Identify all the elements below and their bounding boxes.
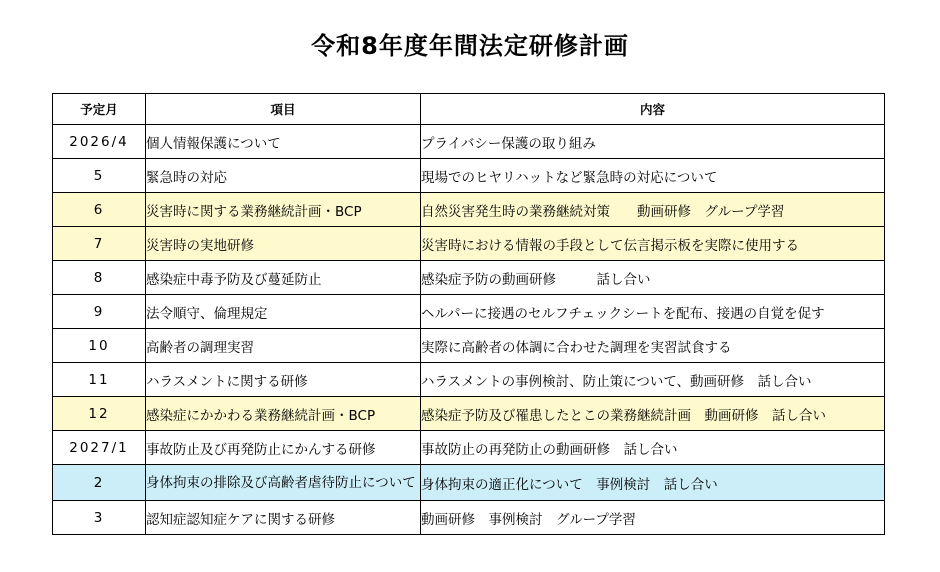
table-row (53, 431, 885, 465)
header-content: 内容 (421, 94, 885, 125)
table-row (53, 227, 885, 261)
table-header-row (53, 94, 885, 125)
month-cell: 9 (53, 295, 146, 329)
content-cell: ハラスメントの事例検討、防止策について、動画研修 話し合い (421, 363, 885, 397)
content-cell: 感染症予防の動画研修 話し合い (421, 261, 885, 295)
item-cell: 感染症中毒予防及び蔓延防止 (146, 261, 421, 295)
table-row (53, 159, 885, 193)
table-row (53, 295, 885, 329)
month-cell: 8 (53, 261, 146, 295)
training-plan-table (52, 93, 885, 535)
item-cell: 身体拘束の排除及び高齢者虐待防止について (146, 465, 421, 501)
item-cell: 高齢者の調理実習 (146, 329, 421, 363)
table-row (53, 465, 885, 501)
table-row (53, 261, 885, 295)
month-cell: 11 (53, 363, 146, 397)
content-cell: 災害時における情報の手段として伝言掲示板を実際に使用する (421, 227, 885, 261)
content-cell: プライバシー保護の取り組み (421, 125, 885, 159)
month-cell: 3 (53, 501, 146, 535)
item-cell: 災害時の実地研修 (146, 227, 421, 261)
table-row (53, 363, 885, 397)
content-cell: 動画研修 事例検討 グループ学習 (421, 501, 885, 535)
table-row (53, 125, 885, 159)
item-cell: 事故防止及び再発防止にかんする研修 (146, 431, 421, 465)
month-cell: 5 (53, 159, 146, 193)
content-cell: 感染症予防及び罹患したとこの業務継続計画 動画研修 話し合い (421, 397, 885, 431)
table-row (53, 501, 885, 535)
month-cell: 2027/1 (53, 431, 146, 465)
content-cell: 自然災害発生時の業務継続対策 動画研修 グループ学習 (421, 193, 885, 227)
month-cell: 2026/4 (53, 125, 146, 159)
month-cell: 6 (53, 193, 146, 227)
item-cell: ハラスメントに関する研修 (146, 363, 421, 397)
month-cell: 7 (53, 227, 146, 261)
item-cell: 災害時に関する業務継続計画・BCP (146, 193, 421, 227)
content-cell: 身体拘束の適正化について 事例検討 話し合い (421, 465, 885, 501)
item-cell: 法令順守、倫理規定 (146, 295, 421, 329)
content-cell: 事故防止の再発防止の動画研修 話し合い (421, 431, 885, 465)
page-title: 令和8年度年間法定研修計画 (311, 32, 629, 60)
item-cell: 認知症認知症ケアに関する研修 (146, 501, 421, 535)
table-row (53, 329, 885, 363)
item-cell: 個人情報保護について (146, 125, 421, 159)
header-item: 項目 (146, 94, 421, 125)
item-cell: 感染症にかかわる業務継続計画・BCP (146, 397, 421, 431)
header-month: 予定月 (53, 94, 146, 125)
table-row (53, 397, 885, 431)
content-cell: ヘルパーに接遇のセルフチェックシートを配布、接遇の自覚を促す (421, 295, 885, 329)
content-cell: 現場でのヒヤリハットなど緊急時の対応について (421, 159, 885, 193)
month-cell: 2 (53, 465, 146, 501)
content-cell: 実際に高齢者の体調に合わせた調理を実習試食する (421, 329, 885, 363)
month-cell: 12 (53, 397, 146, 431)
item-cell: 緊急時の対応 (146, 159, 421, 193)
table-row (53, 193, 885, 227)
month-cell: 10 (53, 329, 146, 363)
